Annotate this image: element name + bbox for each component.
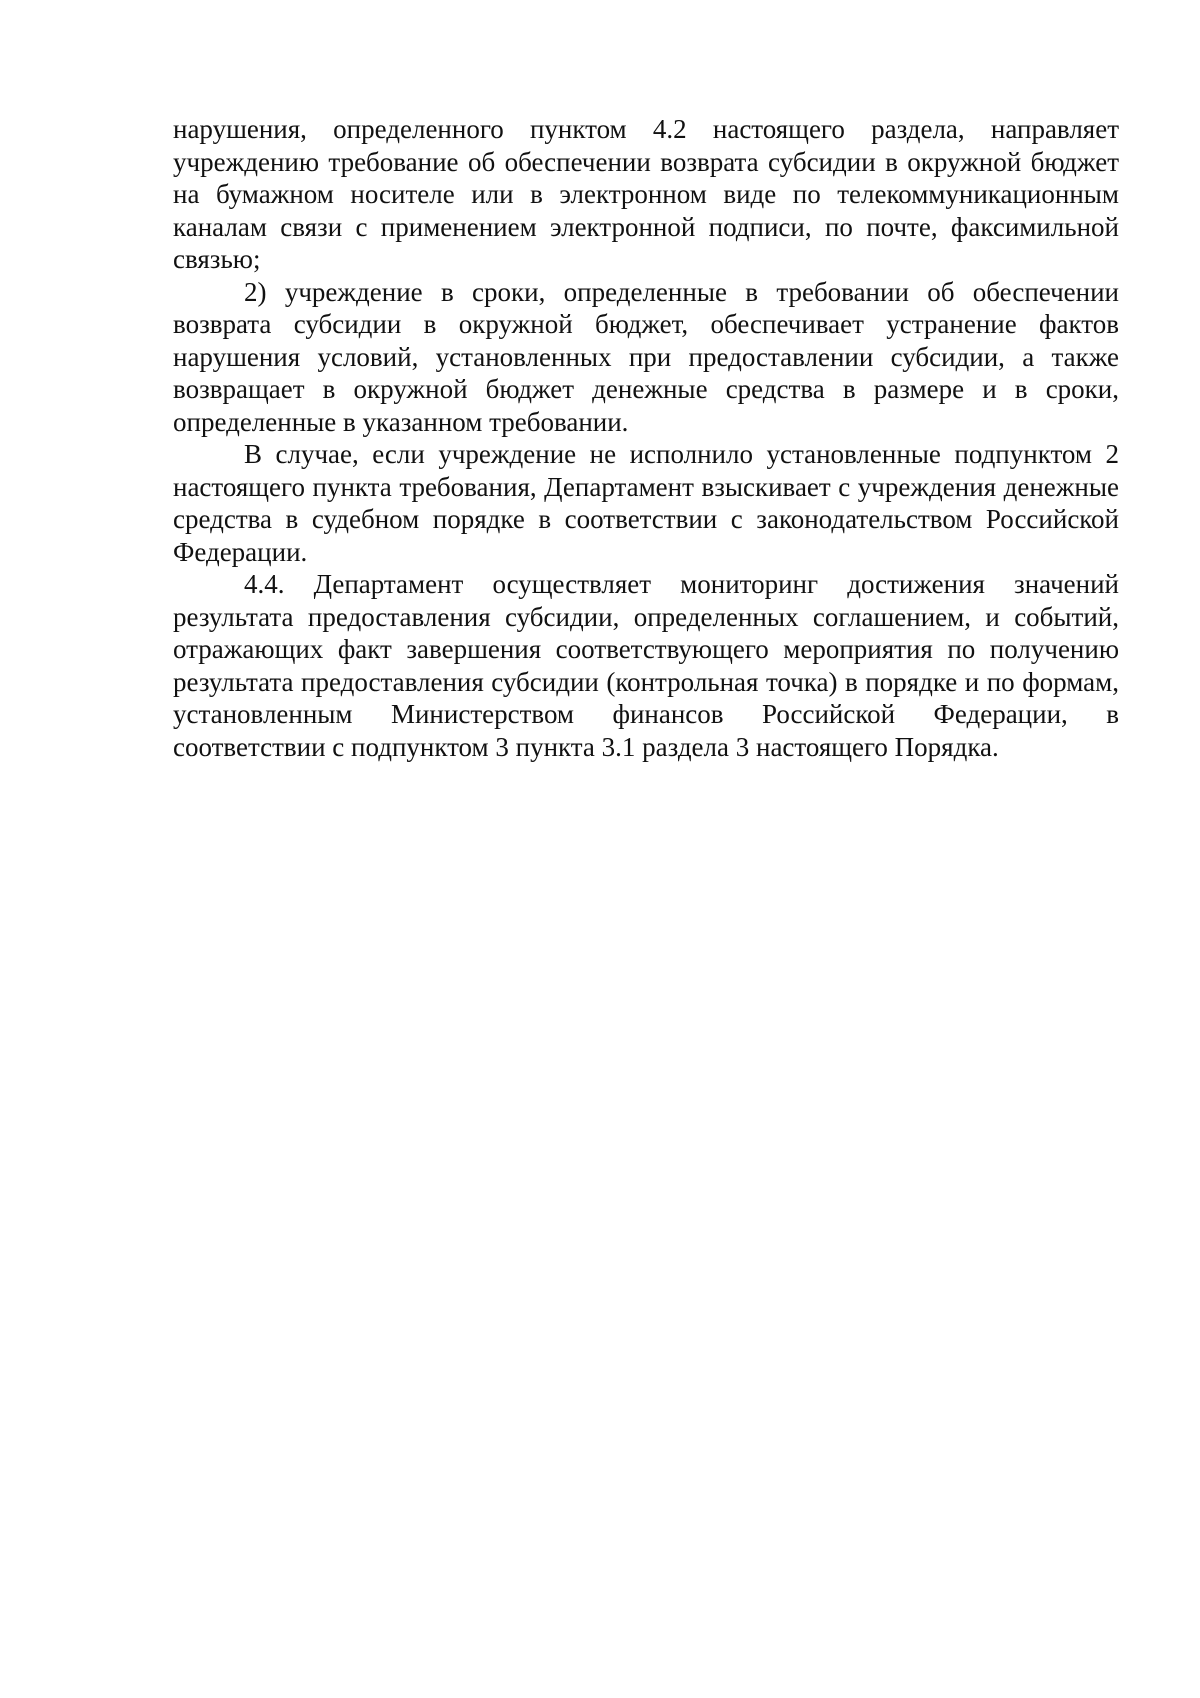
paragraph-enforcement: В случае, если учреждение не исполнило установленные подпунктом 2 настоящего пункта требования, Департамент взыскивает с учреждения денежные средства в судебном порядке в соответствии с законодательством Российской Федерации. (173, 439, 1119, 567)
document-body (173, 113, 1119, 763)
paragraph-continuation: нарушения, определенного пунктом 4.2 настоящего раздела, направляет учреждению требование об обеспечении возврата субсидии в окружной бюджет на бумажном носителе или в электронном виде по телекоммуникационным каналам связи с применением электронной подписи, по почте, факсимильной связью; (173, 114, 1119, 274)
paragraph-item-2: 2) учреждение в сроки, определенные в требовании об обеспечении возврата субсидии в окружной бюджет, обеспечивает устранение фактов нарушения условий, установленных при предоставлении субсидии, а также возвращает в окружной бюджет денежные средства в размере и в сроки, определенные в указанном требовании. (173, 276, 1119, 437)
paragraph-4-4: 4.4. Департамент осуществляет мониторинг достижения значений результата предоставления субсидии, определенных соглашением, и событий, отражающих факт завершения соответствующего мероприятия по получению результата предоставления субсидии (контрольная точка) в порядке и по формам, установленным Министерством финансов Российской Федерации, в соответствии с подпунктом 3 пункта 3.1 раздела 3 настоящего Порядка. (173, 569, 1119, 762)
